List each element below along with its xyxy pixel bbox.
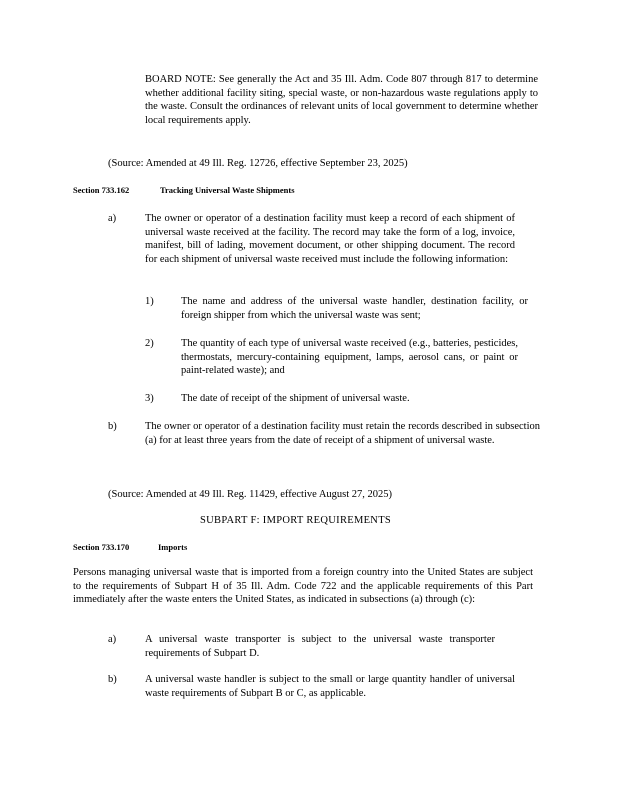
section-number: Section 733.170 <box>73 542 130 552</box>
subsection-text: The owner or operator of a destination facility must retain the records described in subsection (a) for at least three years from the date of receipt of a shipment of universal waste. <box>145 421 540 446</box>
subsection-text: A universal waste transporter is subject to the universal waste transporter requirements of Subpart D. <box>145 634 495 659</box>
subsection-label: b) <box>108 421 117 432</box>
item-label: 1) <box>145 296 154 307</box>
item-label: 2) <box>145 338 154 349</box>
source-note: (Source: Amended at 49 Ill. Reg. 12726, effective September 23, 2025) <box>108 158 408 169</box>
section-number: Section 733.162 <box>73 185 130 195</box>
item-text: The date of receipt of the shipment of universal waste. <box>181 393 410 404</box>
item-text: The quantity of each type of universal waste received (e.g., batteries, pesticides, thermostats, mercury-containing equipment, lamps, aerosol cans, or paint or paint-related waste); and <box>181 338 518 376</box>
source-note: (Source: Amended at 49 Ill. Reg. 11429, effective August 27, 2025) <box>108 489 393 500</box>
subsection-text: The owner or operator of a destination facility must keep a record of each shipment of universal waste received at the facility. The record may take the form of a log, invoice, manifest, bill of lading, movement document, or other shipping document. The record for each shipment of universal waste received must include the following information: <box>145 213 515 265</box>
subsection-label: a) <box>108 213 117 224</box>
section-intro: Persons managing universal waste that is imported from a foreign country into the United States are subject to the requirements of Subpart H of 35 Ill. Adm. Code 722 and the applicable requirements of this Part immediately after the waste enters the United States, as indicated in subsections (a) through (c): <box>73 567 533 605</box>
subsection-text: A universal waste handler is subject to the small or large quantity handler of universal waste requirements of Subpart B or C, as applicable. <box>145 674 515 699</box>
item-text: The name and address of the universal waste handler, destination facility, or foreign shipper from which the universal waste was sent; <box>181 296 528 321</box>
subsection-label: b) <box>108 674 117 685</box>
board-note: BOARD NOTE: See generally the Act and 35 Ill. Adm. Code 807 through 817 to determine whether additional facility siting, special waste, or non-hazardous waste regulations apply to the waste. Consult the ordinances of relevant units of local government to determine whether local requirements apply. <box>145 74 538 126</box>
section-title: Tracking Universal Waste Shipments <box>160 185 295 195</box>
item-label: 3) <box>145 393 154 404</box>
subpart-heading: SUBPART F: IMPORT REQUIREMENTS <box>200 515 392 526</box>
section-title: Imports <box>158 542 188 552</box>
subsection-label: a) <box>108 634 117 645</box>
